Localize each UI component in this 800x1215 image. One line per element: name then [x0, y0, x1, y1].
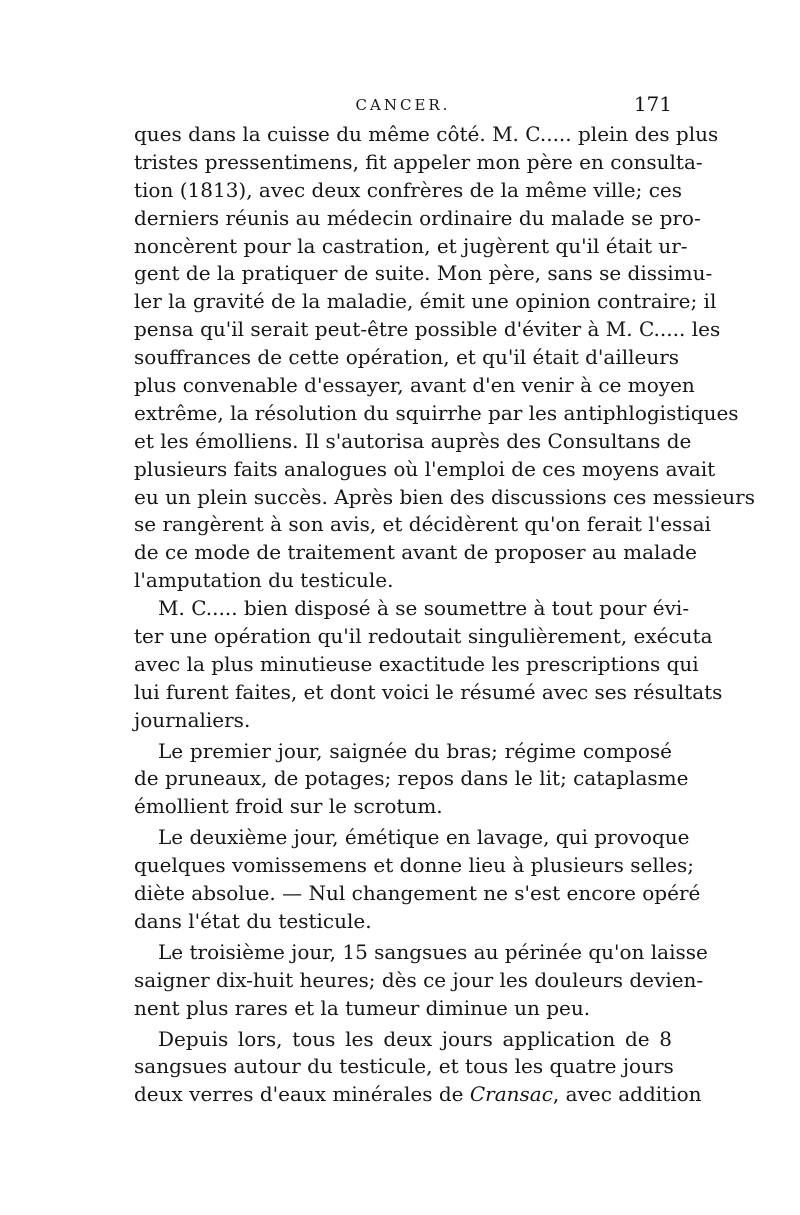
text-line: sangsues autour du testicule, et tous les quatre jours [134, 1054, 674, 1079]
text-line: lui furent faites, et dont voici le résumé avec ses résultats [134, 679, 723, 704]
line-text-before: deux verres d'eaux minérales de [134, 1082, 470, 1107]
page-number: 171 [633, 92, 672, 116]
text-line: tion (1813), avec deux confrères de la même ville; ces [134, 177, 682, 202]
text-line-with-italic [134, 1081, 702, 1109]
paragraph-start-line: Le troisième jour, 15 sangsues au périnée qu'on laisse [158, 939, 708, 964]
paragraph-start-line: Le premier jour, saignée du bras; régime composé [158, 738, 672, 763]
text-line: émollient froid sur le scrotum. [134, 794, 443, 819]
text-line: tristes pressentimens, fit appeler mon père en consulta- [134, 149, 703, 174]
text-line: diète absolue. — Nul changement ne s'est encore opéré [134, 881, 701, 906]
text-line: plusieurs faits analogues où l'emploi de ces moyens avait [134, 456, 716, 481]
text-line: nent plus rares et la tumeur diminue un peu. [134, 995, 591, 1020]
text-line: noncèrent pour la castration, et jugèrent qu'il était ur- [134, 233, 688, 258]
text-line: de ce mode de traitement avant de proposer au malade [134, 540, 697, 565]
text-line: extrême, la résolution du squirrhe par les antiphlogistiques [134, 400, 739, 425]
paragraph-start-line: Le deuxième jour, émétique en lavage, qui provoque [158, 825, 690, 850]
text-line: quelques vomissemens et donne lieu à plusieurs selles; [134, 853, 694, 878]
paragraph-start-line: M. C..... bien disposé à se soumettre à tout pour évi- [158, 596, 690, 621]
body-text [134, 121, 755, 1109]
text-line: derniers réunis au médecin ordinaire du malade se pro- [134, 205, 701, 230]
text-line: et les émolliens. Il s'autorisa auprès des Consultans de [134, 428, 692, 453]
text-line: journaliers. [134, 707, 251, 732]
paragraph-start-line: Depuis lors, tous les deux jours application de 8 [158, 1026, 672, 1051]
running-title: CANCER. [355, 96, 451, 114]
text-line: saigner dix-huit heures; dès ce jour les douleurs devien- [134, 967, 704, 992]
italic-place-name: Cransac [469, 1082, 553, 1107]
line-text-after: , avec addition [552, 1082, 702, 1107]
text-line: ler la gravité de la maladie, émit une opinion contraire; il [134, 289, 717, 314]
text-line: souffrances de cette opération, et qu'il était d'ailleurs [134, 345, 680, 370]
text-line: avec la plus minutieuse exactitude les prescriptions qui [134, 651, 699, 676]
text-line: se rangèrent à son avis, et décidèrent qu'on ferait l'essai [134, 512, 711, 537]
text-line: dans l'état du testicule. [134, 908, 372, 933]
text-line: ter une opération qu'il redoutait singulièrement, exécuta [134, 624, 713, 649]
text-line: gent de la pratiquer de suite. Mon père, sans se dissimu- [134, 261, 713, 286]
text-line: plus convenable d'essayer, avant d'en venir à ce moyen [134, 373, 695, 398]
text-line: de pruneaux, de potages; repos dans le lit; cataplasme [134, 766, 689, 791]
text-line: eu un plein succès. Après bien des discussions ces messieurs [134, 484, 755, 509]
text-line: l'amputation du testicule. [134, 568, 394, 593]
text-line: ques dans la cuisse du même côté. M. C..... plein des plus [134, 122, 719, 146]
text-line: pensa qu'il serait peut-être possible d'éviter à M. C..... les [134, 317, 721, 342]
page-header [134, 92, 672, 118]
